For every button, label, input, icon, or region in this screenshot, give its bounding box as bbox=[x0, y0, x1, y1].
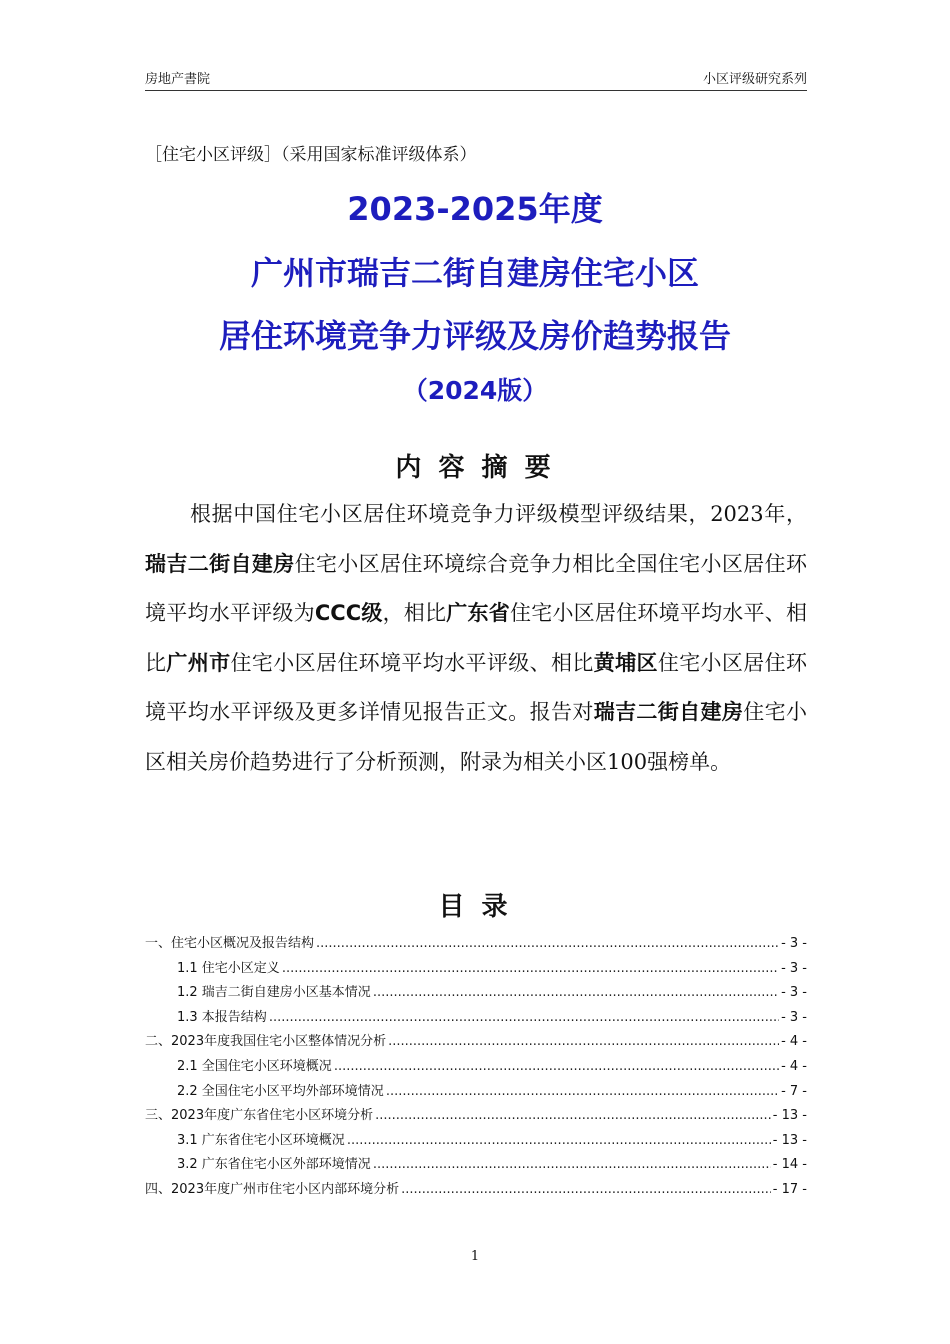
header-series: 小区评级研究系列 bbox=[702, 72, 807, 87]
toc-entry[interactable] bbox=[145, 1080, 807, 1105]
abstract-emphasis: 广东省 bbox=[446, 601, 510, 625]
toc-leader-dots bbox=[347, 1133, 771, 1148]
abstract-segment: 住宅小区居住环境平均水平评级、相比 bbox=[230, 650, 594, 675]
toc-entry-label: 1.3 本报告结构 bbox=[177, 1009, 267, 1025]
toc-leader-dots bbox=[269, 1010, 779, 1025]
abstract-segment: 住宅小区居住环境平均水平评级及更多详情见报告正文。报告对 bbox=[145, 650, 808, 724]
toc-entry[interactable] bbox=[145, 1153, 807, 1178]
abstract-emphasis: 黄埔区 bbox=[593, 650, 658, 675]
table-of-contents bbox=[145, 932, 807, 1203]
toc-heading: 目 录 bbox=[438, 892, 512, 922]
title-subject: 广州市瑞吉二街自建房住宅小区 bbox=[250, 254, 699, 292]
abstract-segment: 住宅小区相关房价趋势进行了分析预测，附录为相关小区100强榜单。 bbox=[145, 700, 808, 774]
page-number: 1 bbox=[470, 1249, 480, 1264]
toc-entry-page: - 14 - bbox=[772, 1157, 807, 1173]
header-publisher: 房地产書院 bbox=[145, 72, 211, 87]
toc-entry-label: 3.1 广东省住宅小区环境概况 bbox=[177, 1132, 345, 1148]
abstract-heading: 内 容 摘 要 bbox=[395, 453, 555, 483]
abstract-emphasis: 广州市 bbox=[166, 650, 231, 675]
report-category: ［住宅小区评级］（采用国家标准评级体系） bbox=[145, 145, 477, 165]
abstract-emphasis: 瑞吉二街自建房 bbox=[145, 551, 295, 576]
toc-entry-label: 2.2 全国住宅小区平均外部环境情况 bbox=[177, 1083, 384, 1099]
toc-leader-dots bbox=[386, 1084, 779, 1099]
toc-entry[interactable] bbox=[145, 1030, 807, 1055]
toc-entry-page: - 13 - bbox=[772, 1108, 807, 1124]
toc-leader-dots bbox=[334, 1059, 779, 1074]
toc-leader-dots bbox=[373, 985, 779, 1000]
toc-entry[interactable] bbox=[145, 932, 807, 957]
toc-entry[interactable] bbox=[145, 1129, 807, 1154]
toc-entry[interactable] bbox=[145, 1178, 807, 1203]
abstract-text bbox=[145, 490, 807, 787]
toc-entry[interactable] bbox=[145, 957, 807, 982]
toc-entry-label: 1.2 瑞吉二街自建房小区基本情况 bbox=[177, 985, 371, 1001]
toc-entry-page: - 13 - bbox=[772, 1132, 807, 1148]
toc-entry-label: 三、2023年度广东省住宅小区环境分析 bbox=[145, 1108, 374, 1124]
toc-entry-label: 四、2023年度广州市住宅小区内部环境分析 bbox=[145, 1181, 400, 1197]
toc-entry-page: - 17 - bbox=[772, 1181, 807, 1197]
toc-leader-dots bbox=[388, 1034, 779, 1049]
toc-leader-dots bbox=[316, 936, 779, 951]
toc-entry-page: - 3 - bbox=[781, 960, 807, 976]
abstract-segment: ，相比 bbox=[382, 601, 447, 625]
toc-entry[interactable] bbox=[145, 1006, 807, 1031]
toc-leader-dots bbox=[375, 1108, 771, 1123]
title-years: 2023-2025年度 bbox=[347, 190, 603, 228]
abstract-segment: 住宅小区居住环境综合竞争力相比全国住宅小区居住环境平均水平评级为 bbox=[145, 551, 808, 625]
toc-entry-label: 1.1 住宅小区定义 bbox=[177, 960, 280, 976]
toc-entry[interactable] bbox=[145, 1104, 807, 1129]
page-header bbox=[145, 66, 807, 91]
toc-leader-dots bbox=[282, 961, 779, 976]
toc-entry-page: - 3 - bbox=[781, 985, 807, 1001]
toc-leader-dots bbox=[373, 1157, 771, 1172]
toc-entry-label: 一、住宅小区概况及报告结构 bbox=[145, 936, 315, 951]
toc-entry-label: 2.1 全国住宅小区环境概况 bbox=[177, 1058, 332, 1074]
toc-entry[interactable] bbox=[145, 1055, 807, 1080]
title-report: 居住环境竞争力评级及房价趋势报告 bbox=[218, 317, 731, 355]
title-edition: （2024版） bbox=[402, 376, 548, 405]
abstract-emphasis: 瑞吉二街自建房 bbox=[593, 700, 744, 724]
toc-entry-label: 3.2 广东省住宅小区外部环境情况 bbox=[177, 1157, 371, 1173]
toc-entry-page: - 3 - bbox=[781, 936, 807, 951]
abstract-segment: 根据中国住宅小区居住环境竞争力评级模型评级结果，2023年， bbox=[190, 502, 807, 526]
toc-entry[interactable] bbox=[145, 981, 807, 1006]
toc-entry-page: - 3 - bbox=[781, 1009, 807, 1025]
abstract-segment: 住宅小区居住环境平均水平、相比 bbox=[145, 601, 808, 675]
abstract-emphasis: CCC级 bbox=[314, 601, 383, 625]
toc-entry-label: 二、2023年度我国住宅小区整体情况分析 bbox=[145, 1034, 387, 1050]
toc-entry-page: - 4 - bbox=[781, 1034, 807, 1050]
toc-entry-page: - 4 - bbox=[781, 1058, 807, 1074]
toc-entry-page: - 7 - bbox=[781, 1083, 807, 1099]
toc-leader-dots bbox=[401, 1182, 771, 1197]
